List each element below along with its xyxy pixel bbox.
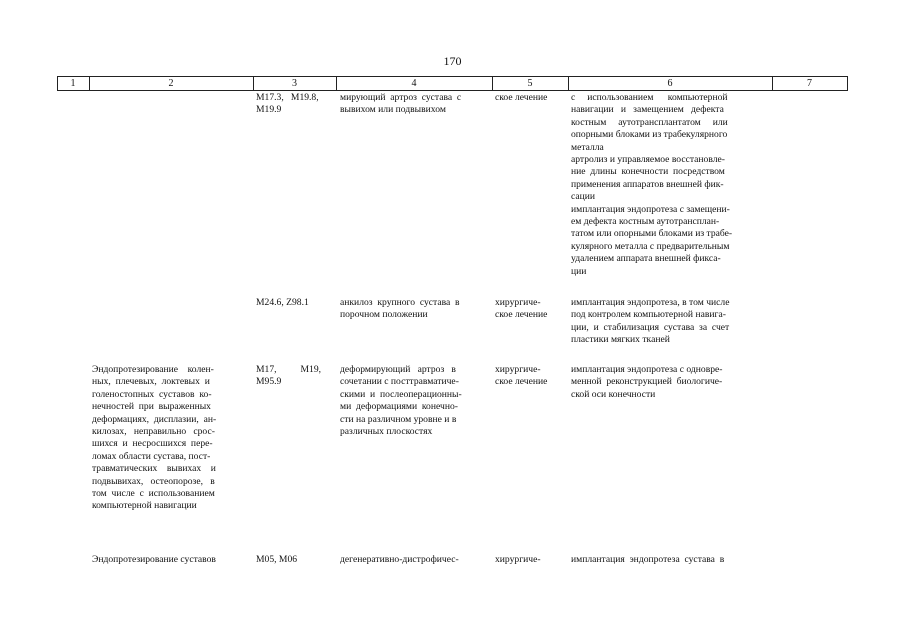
page-number: 170 xyxy=(443,54,462,68)
row-1-col3 xyxy=(256,297,334,309)
text-line: имплантация эндопротеза, в том числе xyxy=(571,297,730,308)
text-line: M95.9 xyxy=(256,376,282,388)
text-line: ных, плечевых, локтевых и xyxy=(92,376,210,388)
text-line: хирургиче- xyxy=(495,297,541,308)
text-line: M05, M06 xyxy=(256,554,298,565)
text-line: анкилоз крупного сустава в xyxy=(340,297,460,308)
text-line: ции xyxy=(571,265,587,277)
text-line: ции, и стабилизация сустава за счет xyxy=(571,321,730,333)
col-header-3: 3 xyxy=(292,78,297,89)
text-line: ской оси конечности xyxy=(571,388,656,400)
row-3-col4 xyxy=(340,554,490,566)
text-line: сации xyxy=(571,191,596,203)
text-line: с использованием компьютерной xyxy=(571,92,728,103)
col-header-5: 5 xyxy=(527,78,533,89)
text-line: татом или опорными блоками из трабе- xyxy=(571,228,733,240)
text-line: металла xyxy=(571,141,604,153)
row-0-col6 xyxy=(571,92,771,278)
text-line: M17, M19, xyxy=(256,364,322,375)
text-line: кулярного металла с предварительным xyxy=(571,240,730,252)
row-3-col3 xyxy=(256,554,334,566)
row-2-col3 xyxy=(256,364,334,389)
text-line: травматических вывихах и xyxy=(92,463,216,475)
table-header-rule xyxy=(57,90,848,91)
text-line: сочетании с посттравматиче- xyxy=(340,376,459,388)
text-line: деформациях, дисплазии, ан- xyxy=(92,413,217,425)
row-2-col6 xyxy=(571,364,771,401)
col-divider xyxy=(847,77,848,91)
table-top-rule xyxy=(57,76,848,77)
text-line: дегенеративно-дистрофичес- xyxy=(340,554,459,565)
text-line: ние длины конечности посредством xyxy=(571,166,725,178)
text-line: ское лечение xyxy=(495,309,548,321)
text-line: компьютерной навигации xyxy=(92,500,197,512)
text-line: навигации и замещением дефекта xyxy=(571,104,724,116)
text-line: имплантация эндопротеза с замещени- xyxy=(571,203,730,215)
row-2-col5 xyxy=(495,364,567,389)
text-line: Эндопротезирование суставов xyxy=(92,554,216,565)
text-line: порочном положении xyxy=(340,309,428,321)
text-line: мирующий артроз сустава с xyxy=(340,92,462,103)
text-line: голеностопных суставов ко- xyxy=(92,388,212,400)
row-1-col5 xyxy=(495,297,567,322)
text-line: нечностей при выраженных xyxy=(92,401,211,413)
col-header-6: 6 xyxy=(667,78,673,89)
text-line: ломах области сустава, пост- xyxy=(92,450,211,462)
text-line: удалением аппарата внешней фикса- xyxy=(571,253,721,265)
row-1-col4 xyxy=(340,297,490,322)
text-line: менной реконструкцией биологиче- xyxy=(571,376,723,388)
text-line: M19.9 xyxy=(256,104,282,116)
col-header-4: 4 xyxy=(411,78,417,89)
text-line: скими и послеоперационны- xyxy=(340,388,462,400)
text-line: опорными блоками из трабекулярного xyxy=(571,129,728,141)
text-line: деформирующий артроз в xyxy=(340,364,456,375)
row-3-col6 xyxy=(571,554,771,566)
text-line: ем дефекта костным аутотрансплан- xyxy=(571,216,720,228)
row-2-col4 xyxy=(340,364,490,438)
text-line: ское лечение xyxy=(495,92,548,103)
text-line: сти на различном уровне и в xyxy=(340,413,457,425)
text-line: Эндопротезирование колен- xyxy=(92,364,214,375)
text-line: костным аутотрансплантатом или xyxy=(571,116,728,128)
text-line: шихся и несросшихся пере- xyxy=(92,438,213,450)
col-header-2: 2 xyxy=(168,78,174,89)
text-line: ское лечение xyxy=(495,376,548,388)
text-line: M24.6, Z98.1 xyxy=(256,297,309,308)
text-line: хирургиче- xyxy=(495,364,541,375)
text-line: имплантация эндопротеза сустава в xyxy=(571,554,725,565)
text-line: вывихом или подвывихом xyxy=(340,104,446,116)
text-line: подвывихах, остеопорозе, в xyxy=(92,475,215,487)
text-line: под контролем компьютерной навига- xyxy=(571,309,726,321)
text-line: пластики мягких тканей xyxy=(571,334,670,346)
row-0-col4 xyxy=(340,92,490,117)
text-line: ми деформациями конечно- xyxy=(340,401,458,413)
row-3-col5 xyxy=(495,554,567,566)
text-line: различных плоскостях xyxy=(340,426,433,438)
text-line: килозах, неправильно срос- xyxy=(92,426,215,438)
text-line: том числе с использованием xyxy=(92,488,215,500)
row-0-col5 xyxy=(495,92,567,104)
row-2-col2 xyxy=(92,364,252,513)
text-line: M17.3, M19.8, xyxy=(256,92,319,103)
row-1-col6 xyxy=(571,297,771,347)
col-header-7: 7 xyxy=(807,78,812,89)
row-0-col3 xyxy=(256,92,334,117)
text-line: хирургиче- xyxy=(495,554,541,565)
text-line: применения аппаратов внешней фик- xyxy=(571,178,724,190)
col-header-1: 1 xyxy=(70,78,76,89)
text-line: имплантация эндопротеза с одновре- xyxy=(571,364,723,375)
text-line: артролиз и управляемое восстановле- xyxy=(571,154,725,166)
row-3-col2 xyxy=(92,554,252,566)
